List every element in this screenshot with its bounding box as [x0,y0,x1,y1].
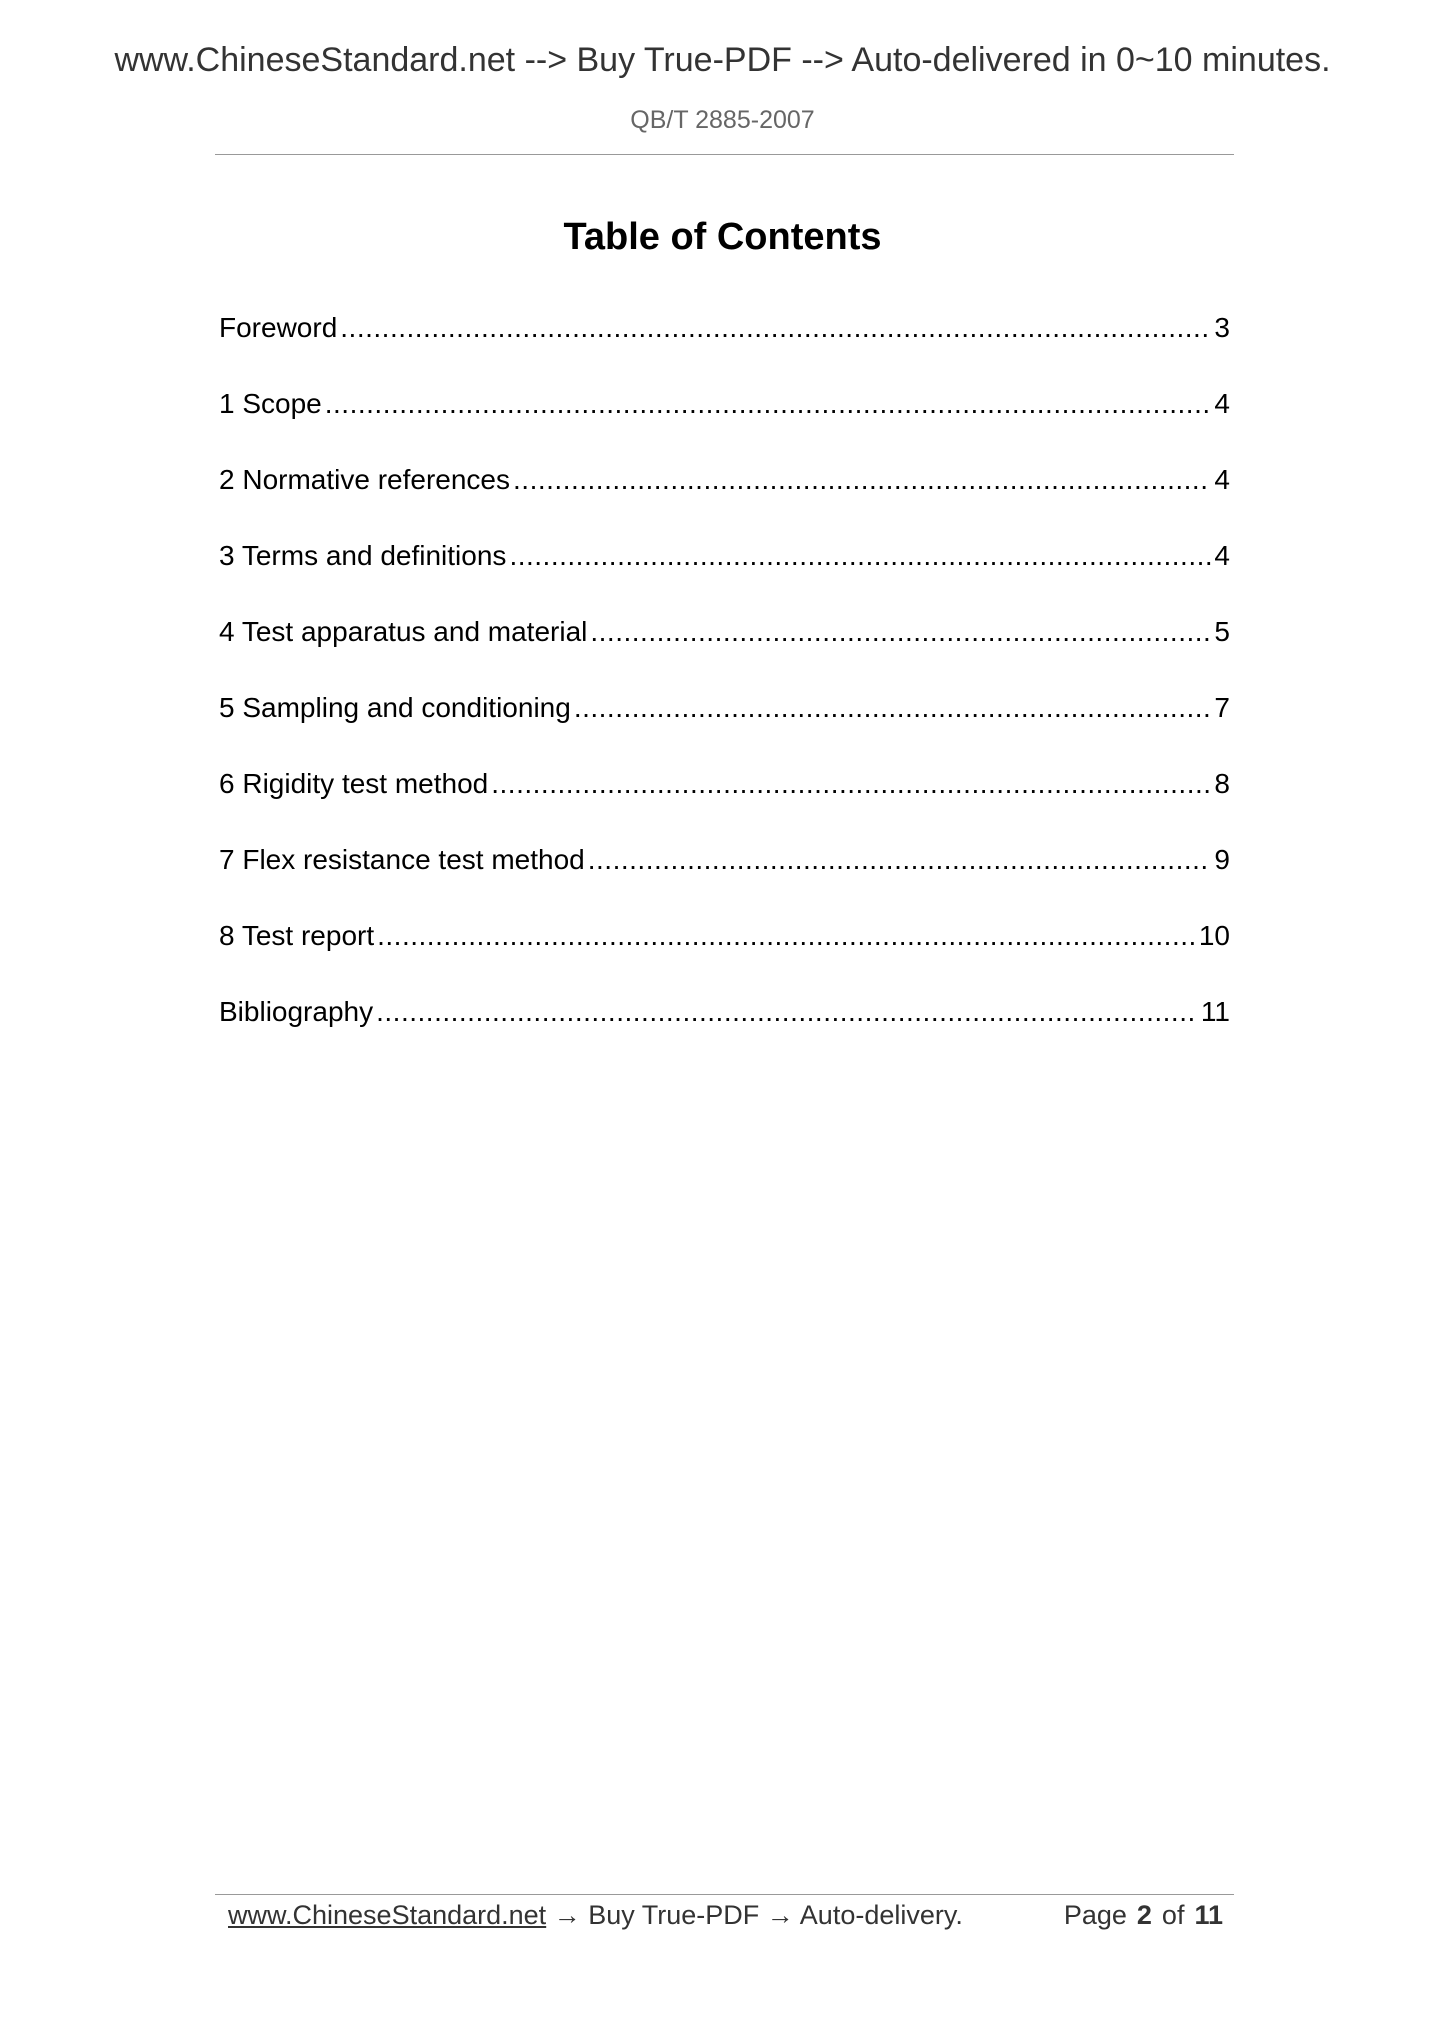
toc-dot-leader [588,842,1212,878]
total-pages: 11 [1194,1900,1223,1930]
arrow-right-icon: → [553,1900,581,1930]
page-number [1064,1895,1223,1935]
page-word: Page [1063,1900,1127,1930]
toc-dot-leader [376,994,1198,1030]
toc-entry-page: 10 [1198,920,1230,951]
footer-promo [228,1895,963,1935]
toc-entry-page: 4 [1214,540,1230,571]
toc-entry-page: 8 [1214,768,1230,799]
current-page: 2 [1136,1900,1152,1930]
toc-entry-scope[interactable] [219,386,1230,462]
top-banner: www.ChineseStandard.net --> Buy True-PDF --> Auto-delivered in 0~10 minutes. [114,41,1331,79]
document-code: QB/T 2885-2007 [630,106,815,134]
footer-buy-text: Buy True-PDF [588,1900,760,1930]
toc-entry-label: 4 Test apparatus and material [219,616,588,647]
toc-entry-test-report[interactable] [219,918,1230,994]
arrow-right-icon: → [766,1900,794,1930]
toc-list [219,310,1230,1070]
toc-entry-page: 11 [1200,996,1230,1027]
toc-entry-page: 4 [1214,464,1230,495]
toc-entry-flex-resistance-test[interactable] [219,842,1230,918]
toc-entry-label: 8 Test report [219,920,375,951]
toc-entry-normative-references[interactable] [219,462,1230,538]
toc-entry-foreword[interactable] [219,310,1230,386]
toc-entry-label: 5 Sampling and conditioning [219,692,571,723]
toc-entry-label: Foreword [219,312,338,343]
toc-dot-leader [377,918,1196,954]
toc-entry-sampling[interactable] [219,690,1230,766]
toc-entry-label: 1 Scope [219,388,322,419]
toc-entry-rigidity-test[interactable] [219,766,1230,842]
toc-entry-label: 3 Terms and definitions [219,540,507,571]
page-footer [228,1895,1223,1935]
toc-dot-leader [325,386,1212,422]
toc-entry-label: Bibliography [219,996,374,1027]
toc-entry-label: 2 Normative references [219,464,511,495]
of-word: of [1161,1900,1185,1930]
header-divider [215,154,1234,155]
toc-entry-label: 6 Rigidity test method [219,768,489,799]
toc-entry-page: 7 [1214,692,1230,723]
toc-entry-terms-and-definitions[interactable] [219,538,1230,614]
toc-entry-page: 9 [1214,844,1230,875]
toc-entry-page: 5 [1214,616,1230,647]
toc-dot-leader [340,310,1211,346]
toc-entry-page: 3 [1214,312,1230,343]
toc-dot-leader [513,462,1211,498]
toc-entry-label: 7 Flex resistance test method [219,844,585,875]
toc-entry-page: 4 [1214,388,1230,419]
toc-dot-leader [590,614,1211,650]
footer-delivery-text: Auto-delivery. [799,1900,963,1930]
toc-dot-leader [509,538,1211,574]
toc-dot-leader [574,690,1212,726]
toc-entry-bibliography[interactable] [219,994,1230,1070]
toc-entry-test-apparatus[interactable] [219,614,1230,690]
toc-dot-leader [491,766,1211,802]
footer-site-link[interactable]: www.ChineseStandard.net [228,1900,547,1930]
toc-title: Table of Contents [563,216,882,258]
